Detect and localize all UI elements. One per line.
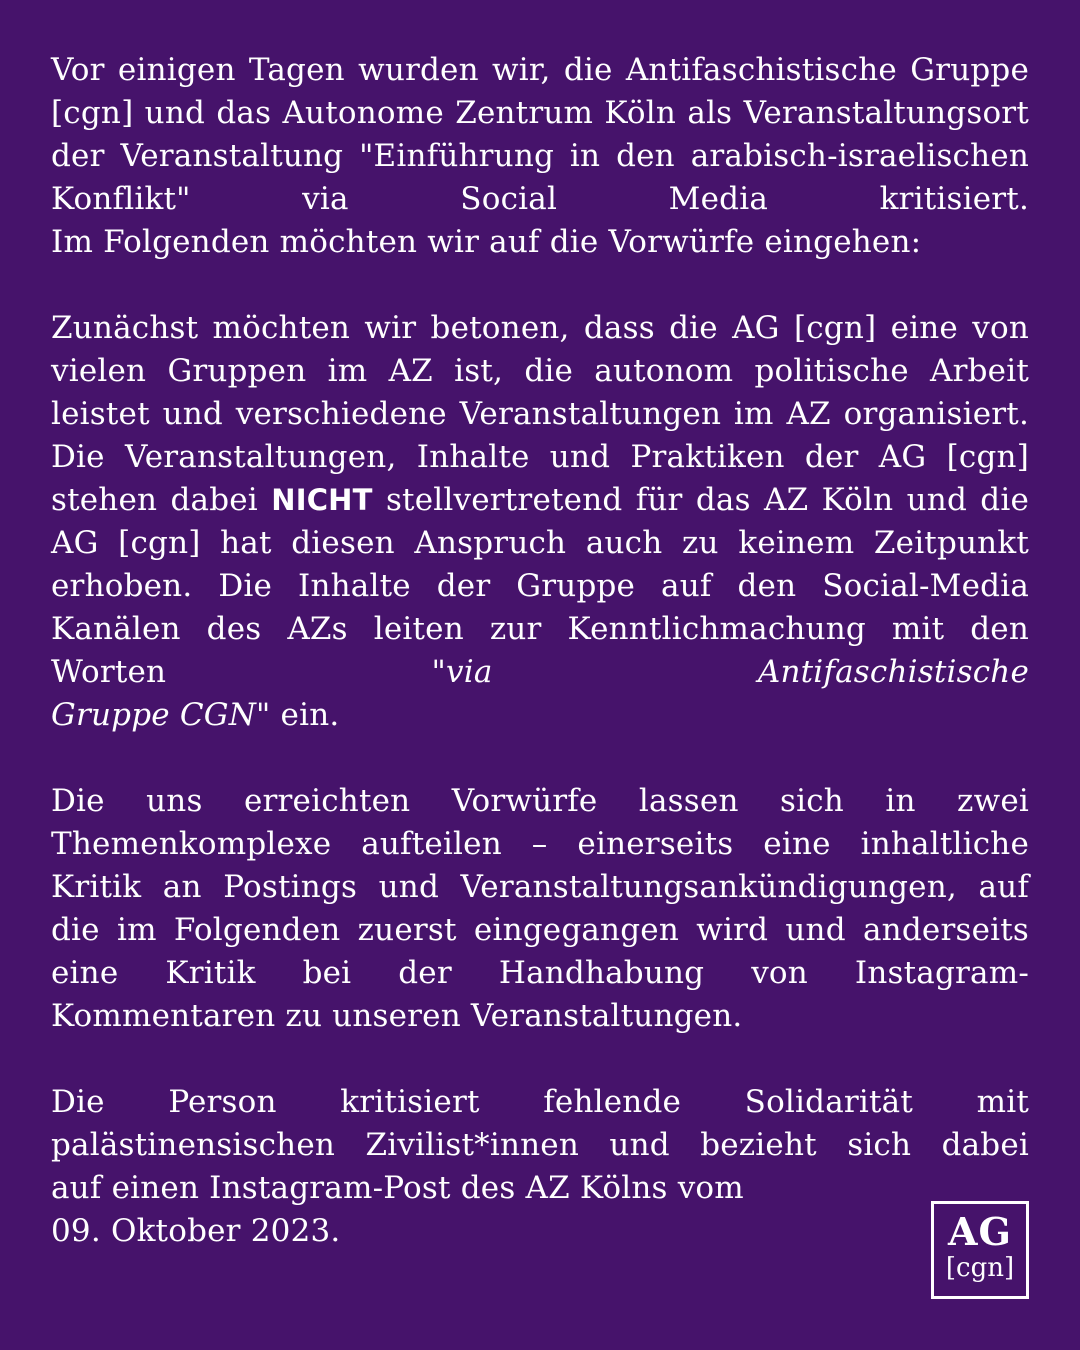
paragraph-clarification-part1: Zunächst möchten wir betonen, dass die AG [cgn] eine von vielen Gruppen im AZ ist, die autonom politische Arbeit leistet und verschiedene Veranstaltungen im AZ organisiert. Die Veranstaltungen, Inhalte und Praktiken der AG [cgn] stehen dabei [51,310,1029,518]
paragraph-intro [51,49,1029,264]
emphasis-nicht: NICHT [271,483,373,517]
ag-cgn-logo [931,1201,1029,1299]
logo-ag-text: AG [948,1209,1012,1254]
paragraph-topics-last-line: Kommentaren zu unseren Veranstaltungen. [51,998,743,1034]
paragraph-clarification [51,307,1029,737]
paragraph-clarification-last-line [51,694,1029,737]
paragraph-intro-last-line: Im Folgenden möchten wir auf die Vorwürfe eingehen: [51,224,922,260]
quoted-phrase-part2: Gruppe CGN [51,697,257,733]
paragraph-criticism-body: Die Person kritisiert fehlende Solidarität mit palästinensischen Zivilist*innen und bezieht sich dabei [51,1084,1029,1163]
paragraph-clarification-part2: stellvertretend für das AZ Köln und die AG [cgn] hat diesen Anspruch auch zu keinem Zeitpunkt erhoben. Die Inhalte der Gruppe auf den Social-Media Kanälen des AZs leiten zur Kenntlichmachung mit den Worten " [51,482,1029,690]
paragraph-criticism-line3: auf einen Instagram-Post des AZ Kölns vom [51,1170,744,1206]
paragraph-criticism-date: 09. Oktober 2023. [51,1213,341,1249]
statement-text [51,49,1029,1253]
paragraph-criticism [51,1081,1029,1253]
paragraph-clarification-part3: " ein. [256,697,340,733]
paragraph-topics-body: Die uns erreichten Vorwürfe lassen sich in zwei Themenkomplexe aufteilen – einerseits eine inhaltliche Kritik an Postings und Veranstaltungsankündigungen, auf die im Folgenden zuerst eingegangen wird und anderseits eine Kritik bei der Handhabung von Instagram- [51,783,1029,991]
logo-cgn-text: [cgn] [945,1253,1015,1283]
paragraph-intro-body: Vor einigen Tagen wurden wir, die Antifaschistische Gruppe [cgn] und das Autonome Zentrum Köln als Veranstaltungsort der Veranstaltung "Einführung in den arabisch-israelischen Konflikt" via Social Media kritisiert. [51,52,1029,217]
quoted-phrase-part1: via Antifaschistische [446,654,1029,690]
paragraph-topics [51,780,1029,1038]
